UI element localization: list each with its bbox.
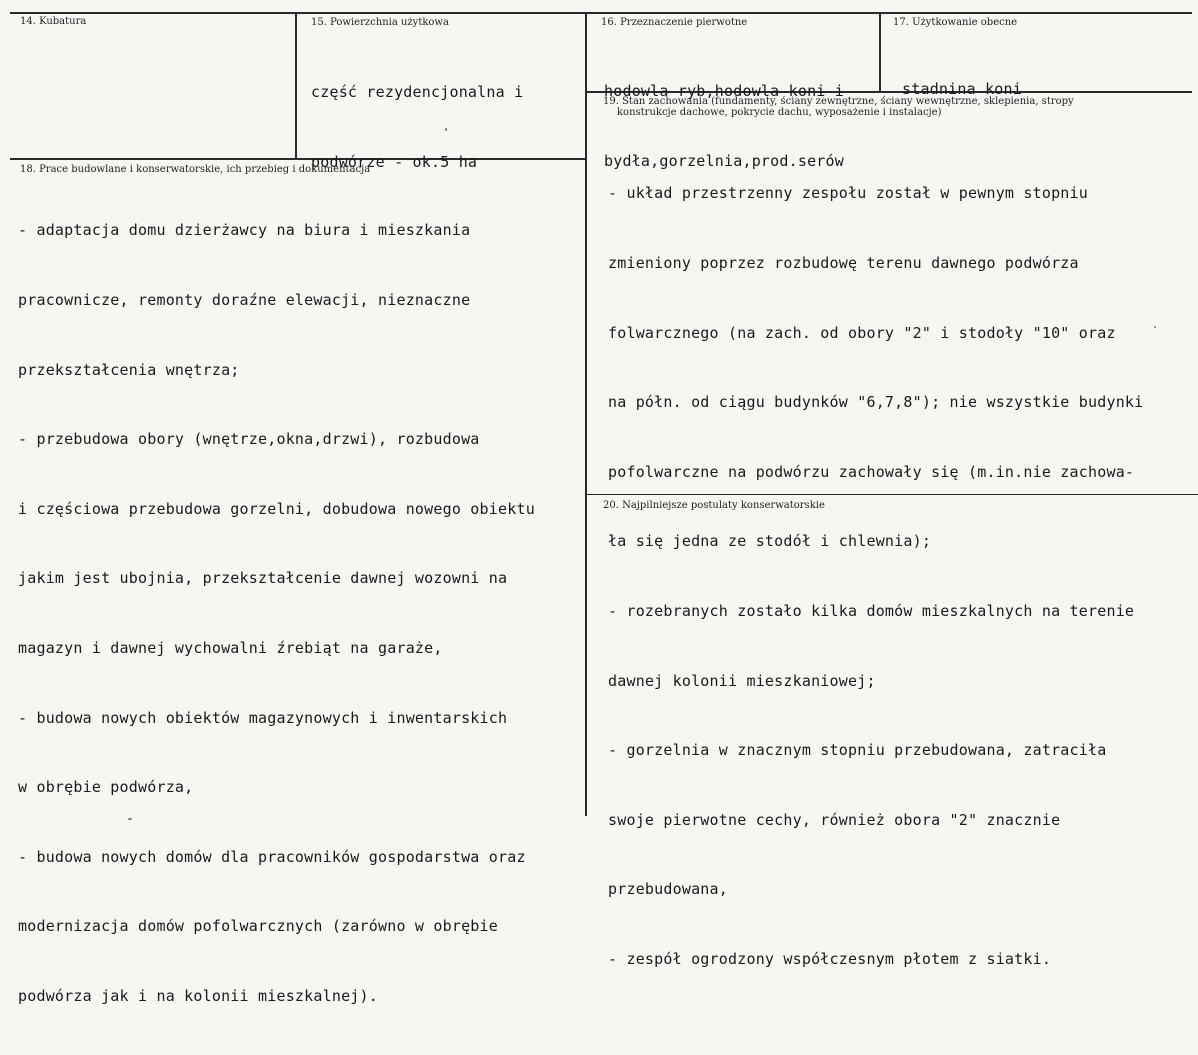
field-14-label: 14. Kubatura bbox=[20, 16, 87, 27]
scan-speck bbox=[1154, 326, 1156, 328]
field-16-line: bydła,gorzelnia,prod.serów bbox=[604, 152, 844, 170]
divider-16-17 bbox=[879, 12, 881, 92]
field-18-line: - adaptacja domu dzierżawcy na biura i mieszkania bbox=[18, 221, 471, 240]
field-19-label-line: konstrukcje dachowe, pokrycie dachu, wyposażenie i instalacje) bbox=[617, 107, 942, 118]
scan-speck bbox=[128, 818, 132, 820]
field-18-line: podwórza jak i na kolonii mieszkalnej). bbox=[18, 986, 378, 1005]
field-19-line: swoje pierwotne cechy, również obora "2" znacznie bbox=[608, 810, 1061, 829]
field-16-label: 16. Przeznaczenie pierwotne bbox=[601, 17, 748, 28]
field-19-line: ła się jedna ze stodół i chlewnia); bbox=[608, 532, 932, 551]
field-19-line: folwarcznego (na zach. od obory "2" i stodoły "10" oraz bbox=[608, 323, 1116, 342]
field-19-line: pofolwarczne na podwórzu zachowały się (m.in.nie zachowa- bbox=[608, 462, 1135, 481]
field-20-label: 20. Najpilniejsze postulaty konserwatorskie bbox=[603, 500, 825, 511]
field-18-line: - przebudowa obory (wnętrze,okna,drzwi), rozbudowa bbox=[18, 430, 480, 449]
field-19-line: zmieniony poprzez rozbudowę terenu dawnego podwórza bbox=[608, 254, 1079, 272]
divider-14-15 bbox=[295, 12, 297, 158]
main-vertical-divider bbox=[585, 12, 587, 816]
field-19-line: - układ przestrzenny zespołu został w pewnym stopniu bbox=[608, 184, 1088, 203]
field-19-value bbox=[608, 136, 1143, 1018]
field-19-label bbox=[603, 96, 1074, 118]
field-18-line: modernizacja domów pofolwarcznych (zarówno w obrębie bbox=[18, 917, 498, 936]
field-18-line: i częściowa przebudowa gorzelni, dobudowa nowego obiektu bbox=[18, 499, 535, 518]
field-15-line: część rezydencjonalna i bbox=[311, 83, 524, 102]
field-15-label: 15. Powierzchnia użytkowa bbox=[311, 17, 449, 28]
top-border-line bbox=[10, 12, 1192, 14]
field-18-line: magazyn i dawnej wychowalni źrebiąt na garaże, bbox=[18, 638, 443, 657]
field-17-label: 17. Użytkowanie obecne bbox=[893, 17, 1018, 28]
field-18-line: - budowa nowych obiektów magazynowych i inwentarskich bbox=[18, 708, 508, 727]
field-19-line: przebudowana, bbox=[608, 880, 728, 899]
field-18-line: - budowa nowych domów dla pracowników gospodarstwa oraz bbox=[18, 847, 526, 866]
field-17-value bbox=[902, 32, 1022, 148]
field-18-line: jakim jest ubojnia, przekształcenie dawnej wozowni na bbox=[18, 569, 508, 588]
field-18-line: przekształcenia wnętrza; bbox=[18, 360, 240, 379]
field-19-line: na półn. od ciągu budynków "6,7,8"); nie wszystkie budynki bbox=[608, 393, 1144, 412]
field-19-line: - gorzelnia w znacznym stopniu przebudowana, zatraciła bbox=[608, 741, 1107, 760]
field-19-line: - zespół ogrodzony współczesnym płotem z siatki. bbox=[608, 949, 1052, 968]
scan-speck bbox=[445, 128, 447, 131]
field-18-label: 18. Prace budowlane i konserwatorskie, ich przebieg i dokumentacja bbox=[20, 164, 371, 175]
field-19-label-line: 19. Stan zachowania (fundamenty, ściany zewnętrzne, ściany wewnętrzne, sklepienia, stropy bbox=[603, 96, 1074, 107]
field-18-line: pracownicze, remonty doraźne elewacji, nieznaczne bbox=[18, 291, 471, 309]
field-17-line: stadnina koni bbox=[902, 80, 1022, 99]
field-16-line: hodowla ryb,hodowla koni i bbox=[604, 82, 844, 101]
field-18-value bbox=[18, 173, 535, 1055]
field-19-line: - rozebranych zostało kilka domów mieszkalnych na terenie bbox=[608, 601, 1135, 620]
field-15-line: podwórze - ok.5 ha bbox=[311, 153, 478, 171]
field-18-line: w obrębie podwórza, bbox=[18, 778, 194, 797]
field-19-line: dawnej kolonii mieszkaniowej; bbox=[608, 671, 876, 690]
